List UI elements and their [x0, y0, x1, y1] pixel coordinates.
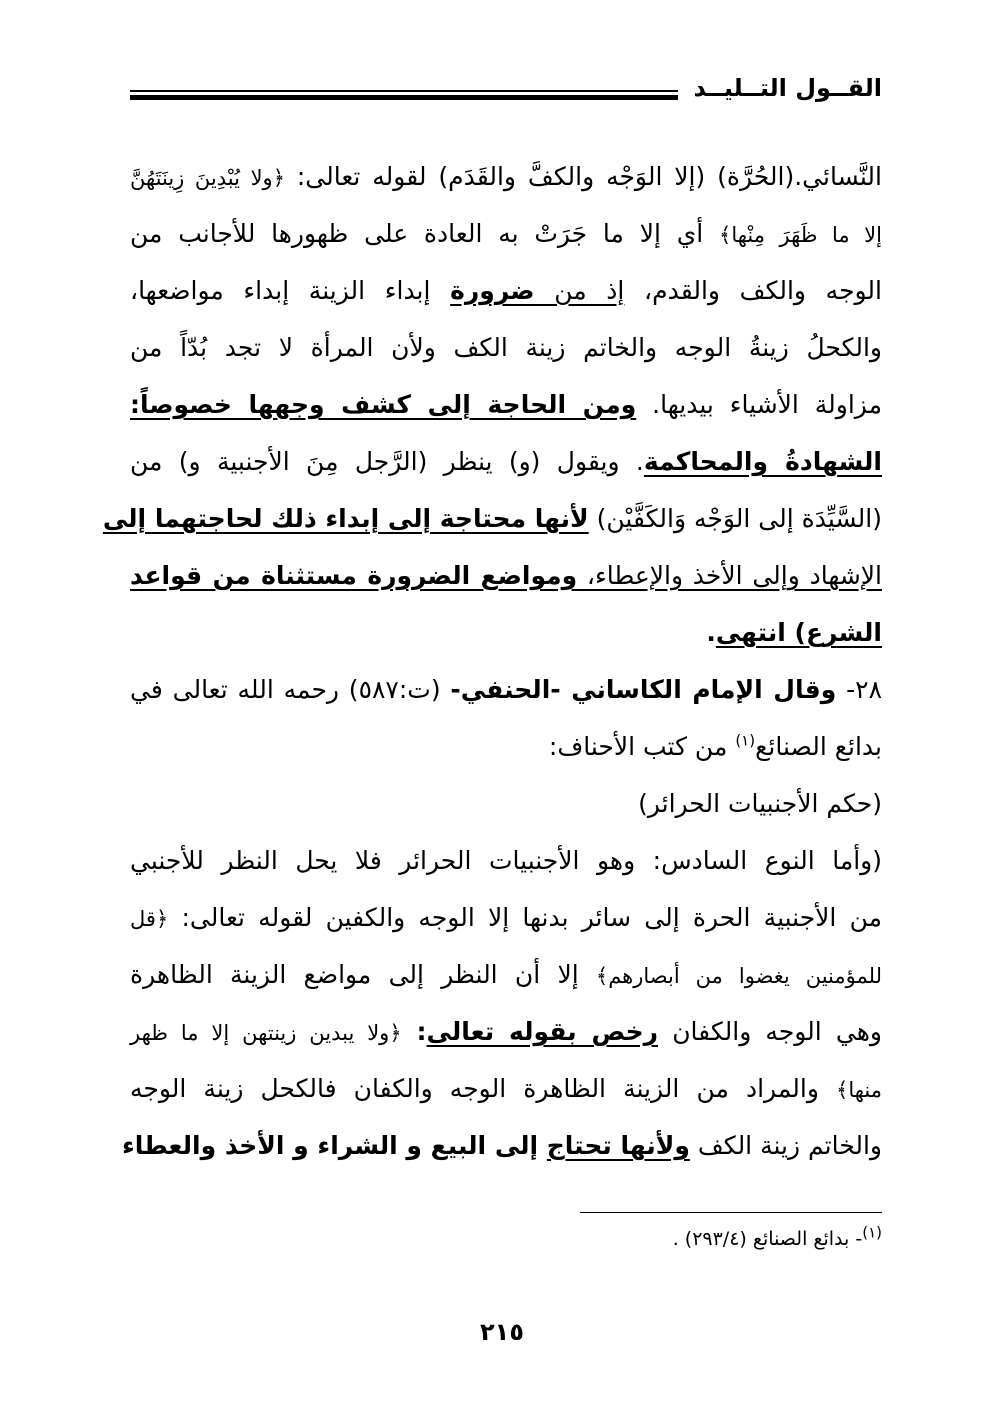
text-segment: إلا أن النظر إلى مواضع الزينة الظاهرة	[130, 960, 596, 989]
text-line	[130, 889, 882, 946]
quran-quote: للمؤمنين يغضوا من أبصارهم﴾	[595, 964, 882, 988]
text-segment: (السَّيِّدَة إلى الوَجْه وَالكَفَّيْن)	[588, 504, 882, 533]
footnote-ref: (١)	[735, 731, 756, 750]
text-segment: إلى البيع و الشراء و الأخذ والعطاء	[122, 1131, 547, 1160]
text-line	[102, 490, 882, 547]
text-line	[130, 1060, 882, 1117]
text-line	[130, 205, 882, 262]
text-segment: والمراد من الزينة الظاهرة الوجه والكفان فالكحل زينة الوجه	[130, 1074, 837, 1103]
text-segment: بدائع الصنائع	[755, 732, 882, 761]
text-line	[130, 832, 882, 889]
quran-quote: إلا ما ظَهَرَ مِنْها﴾	[719, 223, 882, 247]
text-segment: ٢٨-	[836, 675, 883, 704]
text-segment: ومواضع الضرورة مستثناة من قواعد	[130, 561, 578, 590]
text-segment: إبداء الزينة إبداء مواضعها،	[130, 276, 451, 305]
text-segment: الوجه والكف والقدم،	[624, 276, 882, 305]
text-segment: الإشهاد وإلى الأخذ والإعطاء،	[577, 561, 882, 590]
text-line	[130, 262, 882, 319]
page-number: ٢١٥	[480, 1318, 524, 1346]
header-rule-thick	[130, 95, 678, 100]
text-segment: . ويقول (و) ينظر (الرَّجل مِنَ الأجنبية و) من	[130, 447, 644, 476]
footnote-marker: (١)	[862, 1223, 882, 1242]
text-line	[122, 1117, 882, 1174]
text-segment: (وأما النوع السادس: وهو الأجنبيات الحرائر فلا يحل النظر للأجنبي	[130, 846, 882, 875]
quran-quote: ﴿قل	[130, 907, 169, 931]
text-segment: :	[401, 1017, 427, 1046]
quran-quote: منها﴾	[836, 1078, 882, 1102]
text-segment: (حكم الأجنبيات الحرائر)	[638, 789, 882, 818]
header-rule-thin	[130, 90, 678, 92]
text-segment: ولأنها تحتاج	[546, 1131, 690, 1160]
text-segment: الشرع) انتهى	[715, 618, 882, 647]
text-segment: وقال الإمام الكاساني -الحنفي-	[450, 675, 837, 704]
footnote	[672, 1223, 882, 1250]
text-segment: وهي الوجه والكفان	[658, 1017, 882, 1046]
text-segment: من كتب الأحناف:	[548, 732, 736, 761]
text-segment: لأنها محتاجة إلى إبداء ذلك لحاجتهما إلى	[102, 504, 589, 533]
text-segment: .	[706, 618, 716, 647]
text-line	[130, 1003, 882, 1060]
footnote-text: - بدائع الصنائع (٢٩٣/٤) .	[672, 1228, 863, 1250]
main-text	[102, 148, 883, 1174]
text-line	[130, 547, 882, 604]
text-segment: النَّسائي.(الحُرَّة) (إلا الوَجْه والكفَّ والقَدَم) لقوله تعالى:	[285, 162, 882, 191]
text-line	[130, 319, 882, 376]
running-header	[130, 74, 882, 110]
text-segment: إذ من	[534, 276, 625, 305]
text-segment: من الأجنبية الحرة إلى سائر بدنها إلا الوجه والكفين لقوله تعالى:	[168, 903, 882, 932]
text-segment: رخص بقوله تعالى	[426, 1017, 659, 1046]
text-segment: ومن الحاجة إلى كشف وجهها خصوصاً:	[130, 390, 637, 419]
text-line	[130, 946, 882, 1003]
text-line	[130, 775, 882, 832]
text-line	[130, 376, 882, 433]
text-segment: (ت:٥٨٧) رحمه الله تعالى في	[130, 675, 451, 704]
text-line	[130, 433, 882, 490]
text-segment: مزاولة الأشياء بيديها.	[636, 390, 882, 419]
header-title: القــول التــليــد	[693, 74, 882, 102]
text-segment: والخاتم زينة الكف	[689, 1131, 882, 1160]
text-segment: ضرورة	[450, 276, 535, 305]
text-segment: والكحلُ زينةُ الوجه والخاتم زينة الكف ولأن المرأة لا تجد بُدّاً من	[130, 333, 882, 362]
quran-quote: ﴿ولا يُبْدِينَ زِينَتَهُنَّ	[130, 166, 285, 190]
footnote-separator	[580, 1212, 882, 1213]
quran-quote: ﴿ولا يبدين زينتهن إلا ما ظهر	[130, 1021, 402, 1045]
text-line	[130, 604, 882, 661]
text-segment: أي إلا ما جَرَتْ به العادة على ظهورها للأجانب من	[130, 219, 720, 248]
text-segment: الشهادةُ والمحاكمة	[643, 447, 882, 476]
text-line	[130, 661, 882, 718]
text-line	[130, 148, 882, 205]
text-line	[130, 718, 882, 775]
